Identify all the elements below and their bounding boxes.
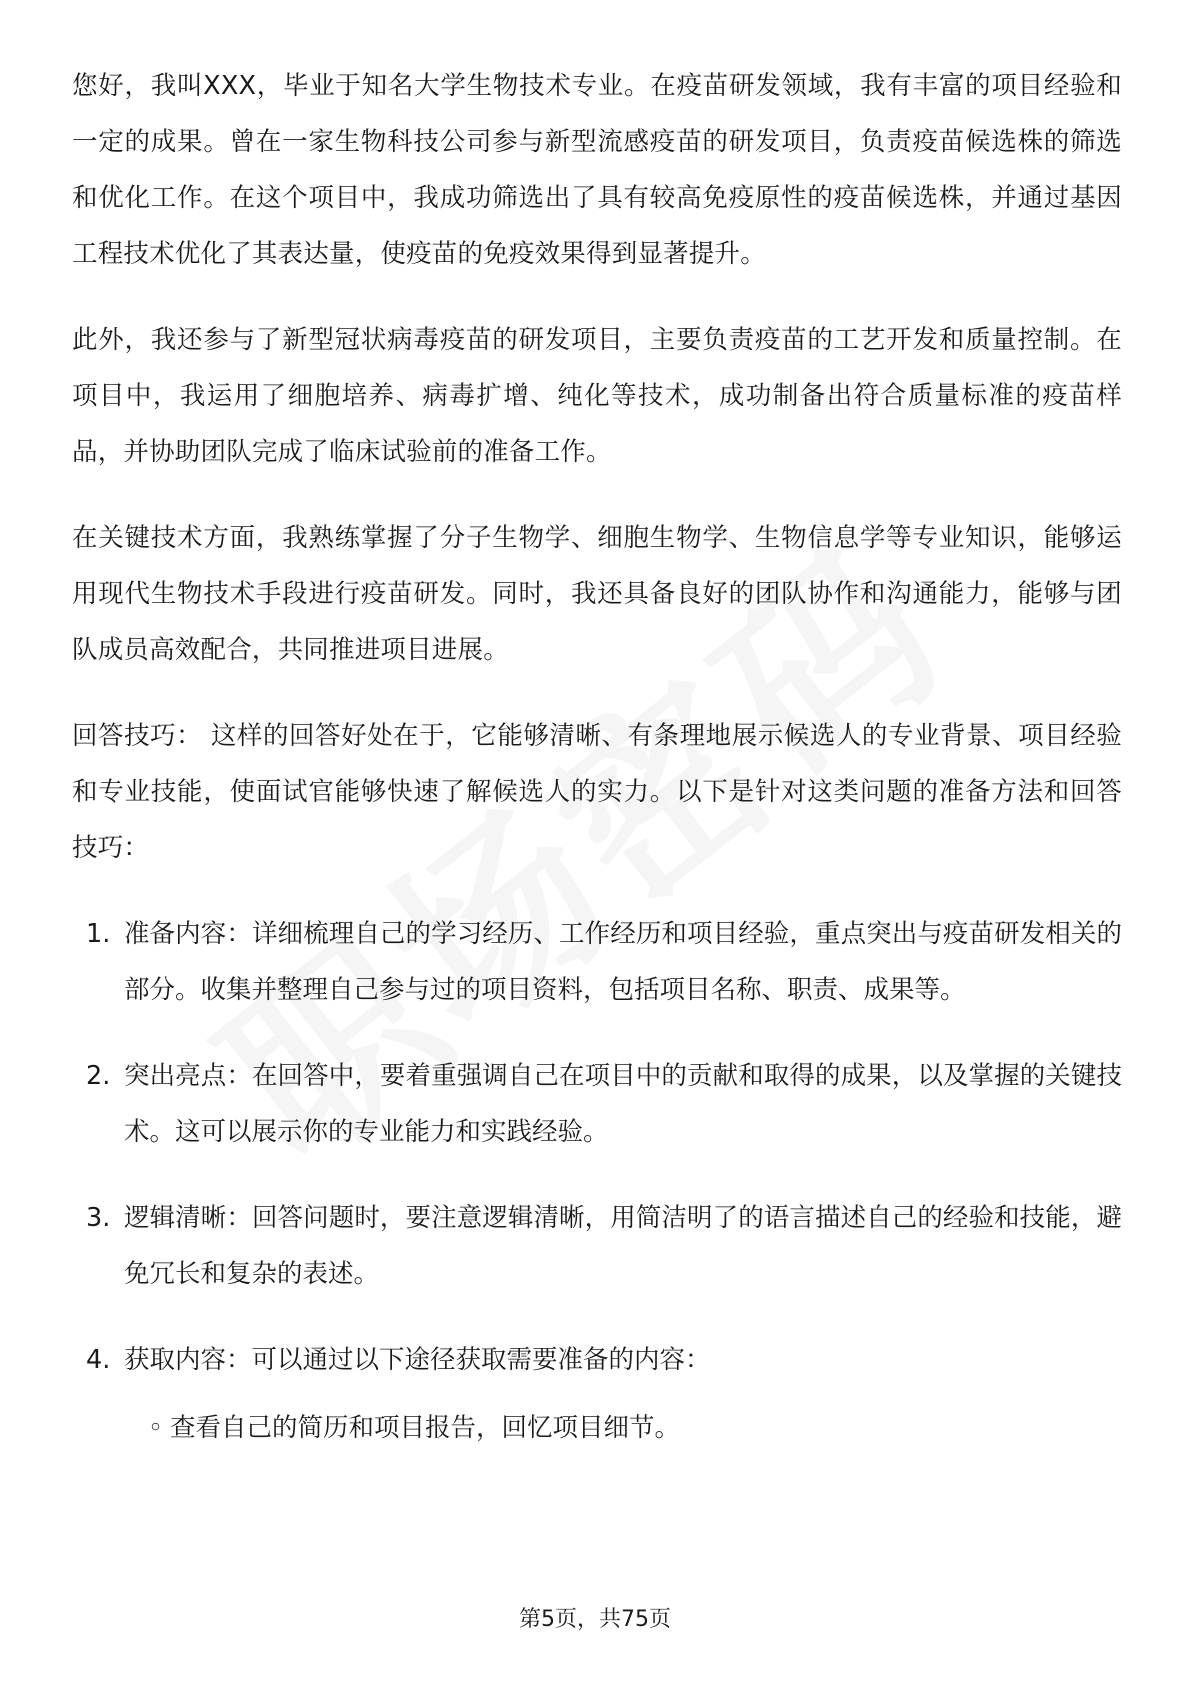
paragraph-covid-project: 此外，我还参与了新型冠状病毒疫苗的研发项目，主要负责疫苗的工艺开发和质量控制。在项目中，我运用了细胞培养、病毒扩增、纯化等技术，成功制备出符合质量标准的疫苗样品，并协助团队完成了临床试验前的准备工作。	[72, 325, 1122, 467]
sub-list-item	[72, 1400, 1122, 1456]
list-number: 2.	[86, 1061, 111, 1091]
list-number: 4.	[86, 1345, 111, 1375]
list-item	[72, 1332, 1122, 1388]
list-item	[72, 1190, 1122, 1302]
list-item	[72, 1048, 1122, 1160]
list-item-text: 获取内容：可以通过以下途径获取需要准备的内容：	[124, 1345, 711, 1375]
paragraph-answer-tips: 回答技巧： 这样的回答好处在于，它能够清晰、有条理地展示候选人的专业背景、项目经验和专业技能，使面试官能够快速了解候选人的实力。以下是针对这类问题的准备方法和回答技巧：	[72, 721, 1122, 863]
document-body	[72, 58, 1122, 1456]
tips-list	[72, 906, 1122, 1388]
paragraph-intro: 您好，我叫XXX，毕业于知名大学生物技术专业。在疫苗研发领域，我有丰富的项目经验和一定的成果。曾在一家生物科技公司参与新型流感疫苗的研发项目，负责疫苗候选株的筛选和优化工作。在这个项目中，我成功筛选出了具有较高免疫原性的疫苗候选株，并通过基因工程技术优化了其表达量，使疫苗的免疫效果得到显著提升。	[72, 71, 1122, 269]
list-number: 3.	[86, 1203, 111, 1233]
page-footer: 第5页，共75页	[519, 1607, 671, 1632]
list-number: 1.	[86, 919, 111, 949]
paragraph-key-skills: 在关键技术方面，我熟练掌握了分子生物学、细胞生物学、生物信息学等专业知识，能够运用现代生物技术手段进行疫苗研发。同时，我还具备良好的团队协作和沟通能力，能够与团队成员高效配合，共同推进项目进展。	[72, 523, 1122, 665]
list-item-text: 准备内容：详细梳理自己的学习经历、工作经历和项目经验，重点突出与疫苗研发相关的部分。收集并整理自己参与过的项目资料，包括项目名称、职责、成果等。	[124, 919, 1122, 1005]
list-item	[72, 906, 1122, 1018]
bullet-icon: ◦	[148, 1413, 164, 1443]
sub-list	[72, 1400, 1122, 1456]
list-item-text: 突出亮点：在回答中，要着重强调自己在项目中的贡献和取得的成果，以及掌握的关键技术。这可以展示你的专业能力和实践经验。	[124, 1061, 1122, 1147]
sub-list-item-text: 查看自己的简历和项目报告，回忆项目细节。	[170, 1413, 681, 1443]
list-item-text: 逻辑清晰：回答问题时，要注意逻辑清晰，用简洁明了的语言描述自己的经验和技能，避免冗长和复杂的表述。	[124, 1203, 1122, 1289]
